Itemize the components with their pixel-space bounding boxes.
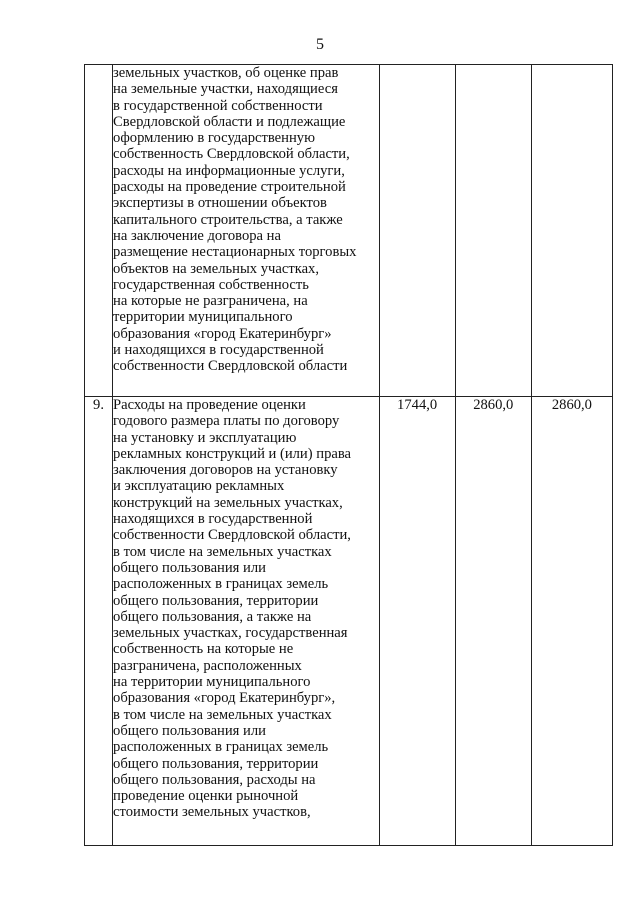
description-line: территории муниципального bbox=[113, 309, 293, 326]
description-line: в том числе на земельных участках bbox=[113, 706, 332, 723]
description-line: собственности Свердловской области bbox=[113, 358, 348, 375]
value-cell-2 bbox=[455, 65, 531, 397]
description-line: расходы на информационные услуги, bbox=[113, 162, 345, 179]
description-line: собственность Свердловской области, bbox=[113, 146, 350, 163]
description-line: капитального строительства, а также bbox=[113, 211, 343, 228]
description-line: рекламных конструкций и (или) права bbox=[113, 445, 352, 462]
description-line: образования «город Екатеринбург», bbox=[113, 690, 336, 707]
description-line: находящихся в государственной bbox=[113, 511, 313, 528]
description-line: образования «город Екатеринбург» bbox=[113, 325, 332, 342]
description-line: государственная собственность bbox=[113, 276, 309, 293]
description-line: общего пользования, территории bbox=[113, 592, 319, 609]
description-line: земельных участках, государственная bbox=[113, 625, 348, 642]
description-line: общего пользования, а также на bbox=[113, 608, 312, 625]
description-line: объектов на земельных участках, bbox=[113, 260, 319, 277]
description-line: в том числе на земельных участках bbox=[113, 543, 332, 560]
value-cell-1 bbox=[379, 65, 455, 397]
page-number: 5 bbox=[316, 36, 324, 53]
description-line: расходы на проведение строительной bbox=[113, 179, 346, 196]
value-cell-3: 2860,0 bbox=[531, 397, 612, 846]
description-line: общего пользования, территории bbox=[113, 755, 319, 772]
description-line: на заключение договора на bbox=[113, 227, 281, 244]
value-cell-3 bbox=[531, 65, 612, 397]
description-line: собственности Свердловской области, bbox=[113, 527, 351, 544]
description-line: стоимости земельных участков, bbox=[113, 804, 311, 821]
description-line: размещение нестационарных торговых bbox=[113, 244, 357, 261]
description-line: расположенных в границах земель bbox=[113, 739, 329, 756]
description-line: экспертизы в отношении объектов bbox=[113, 195, 327, 212]
description-line: и находящихся в государственной bbox=[113, 342, 324, 359]
description-cell bbox=[113, 65, 380, 397]
description-line: общего пользования, расходы на bbox=[113, 771, 316, 788]
description-line: земельных участков, об оценке прав bbox=[113, 65, 339, 81]
value-cell-1: 1744,0 bbox=[379, 397, 455, 846]
description-line: на земельные участки, находящиеся bbox=[113, 81, 338, 98]
description-line: проведение оценки рыночной bbox=[113, 788, 299, 805]
budget-table bbox=[84, 64, 613, 846]
description-line: расположенных в границах земель bbox=[113, 576, 329, 593]
description-line: заключения договоров на установку bbox=[113, 462, 338, 479]
description-line: оформлению в государственную bbox=[113, 130, 315, 147]
description-line: в государственной собственности bbox=[113, 97, 323, 114]
description-line: разграничена, расположенных bbox=[113, 657, 302, 674]
row-number-cell bbox=[85, 65, 113, 397]
description-line: общего пользования или bbox=[113, 559, 266, 576]
description-line: собственность на которые не bbox=[113, 641, 294, 658]
table-row bbox=[85, 397, 613, 846]
description-line: общего пользования или bbox=[113, 722, 266, 739]
description-line: конструкций на земельных участках, bbox=[113, 494, 343, 511]
table-row bbox=[85, 65, 613, 397]
description-cell bbox=[113, 397, 380, 846]
description-line: на территории муниципального bbox=[113, 674, 311, 691]
description-line: Свердловской области и подлежащие bbox=[113, 113, 346, 130]
description-line: на которые не разграничена, на bbox=[113, 293, 308, 310]
description-line: годового размера платы по договору bbox=[113, 413, 340, 430]
description-line: на установку и эксплуатацию bbox=[113, 429, 297, 446]
description-line: и эксплуатацию рекламных bbox=[113, 478, 285, 495]
row-number-cell: 9. bbox=[85, 397, 113, 846]
value-cell-2: 2860,0 bbox=[455, 397, 531, 846]
description-line: Расходы на проведение оценки bbox=[113, 397, 306, 413]
